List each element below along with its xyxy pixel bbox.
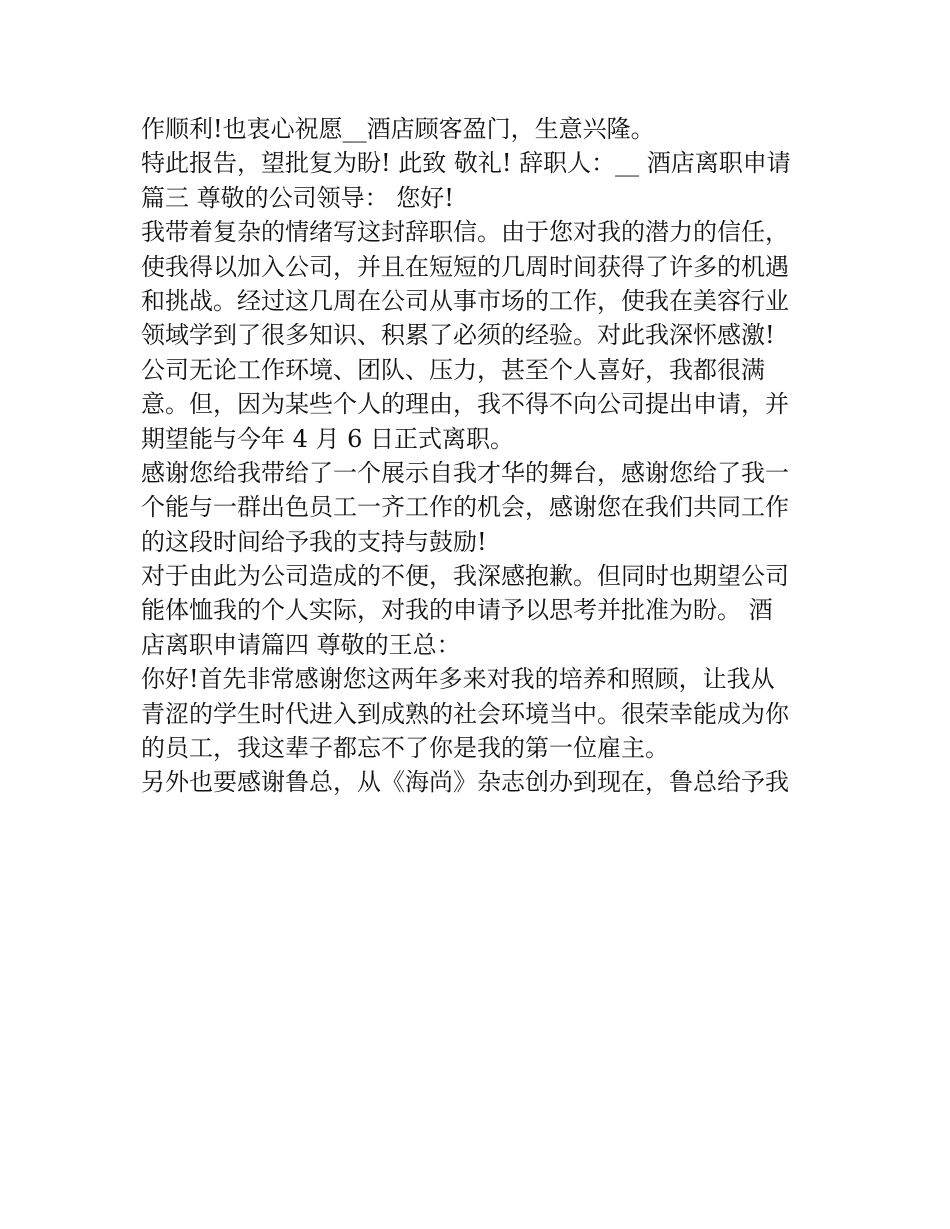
text-line: 篇三 尊敬的公司领导： 您好! [141, 183, 454, 212]
text-line: 我带着复杂的情绪写这封辞职信。由于您对我的潜力的信任， [141, 218, 789, 247]
text-line: 感谢您给我带给了一个展示自我才华的舞台，感谢您给了我一 [141, 458, 789, 487]
text-line: 能体恤我的个人实际，对我的申请予以思考并批准为盼。 酒 [141, 596, 773, 625]
text-line: 个能与一群出色员工一齐工作的机会，感谢您在我们共同工作 [141, 493, 789, 522]
text-line: 店离职申请篇四 尊敬的王总： [141, 630, 461, 659]
text-line: 公司无论工作环境、团队、压力，甚至个人喜好，我都很满 [141, 355, 765, 384]
text-line: 青涩的学生时代进入到成熟的社会环境当中。很荣幸能成为你 [141, 699, 789, 728]
text-line: 使我得以加入公司，并且在短短的几周时间获得了许多的机遇 [141, 252, 789, 281]
text-line: 你好!首先非常感谢您这两年多来对我的培养和照顾，让我从 [141, 665, 775, 694]
document-body [141, 107, 831, 795]
text-line: 领域学到了很多知识、积累了必须的经验。对此我深怀感激! [141, 321, 775, 350]
text-line: 作顺利!也衷心祝愿__酒店顾客盈门，生意兴隆。 [141, 115, 655, 143]
text-line: 的员工，我这辈子都忘不了你是我的第一位雇主。 [141, 734, 669, 763]
text-line: 的这段时间给予我的支持与鼓励! [141, 527, 487, 556]
text-line: 期望能与今年 4 月 6 日正式离职。 [141, 424, 515, 453]
text-line: 和挑战。经过这几周在公司从事市场的工作，使我在美容行业 [141, 286, 789, 315]
text-line: 意。但，因为某些个人的理由，我不得不向公司提出申请，并 [141, 390, 789, 419]
text-line: 另外也要感谢鲁总，从《海尚》杂志创办到现在，鲁总给予我 [141, 768, 789, 797]
text-line: 对于由此为公司造成的不便，我深感抱歉。但同时也期望公司 [141, 562, 789, 591]
text-line: 特此报告，望批复为盼! 此致 敬礼! 辞职人：__ 酒店离职申请 [141, 149, 791, 178]
